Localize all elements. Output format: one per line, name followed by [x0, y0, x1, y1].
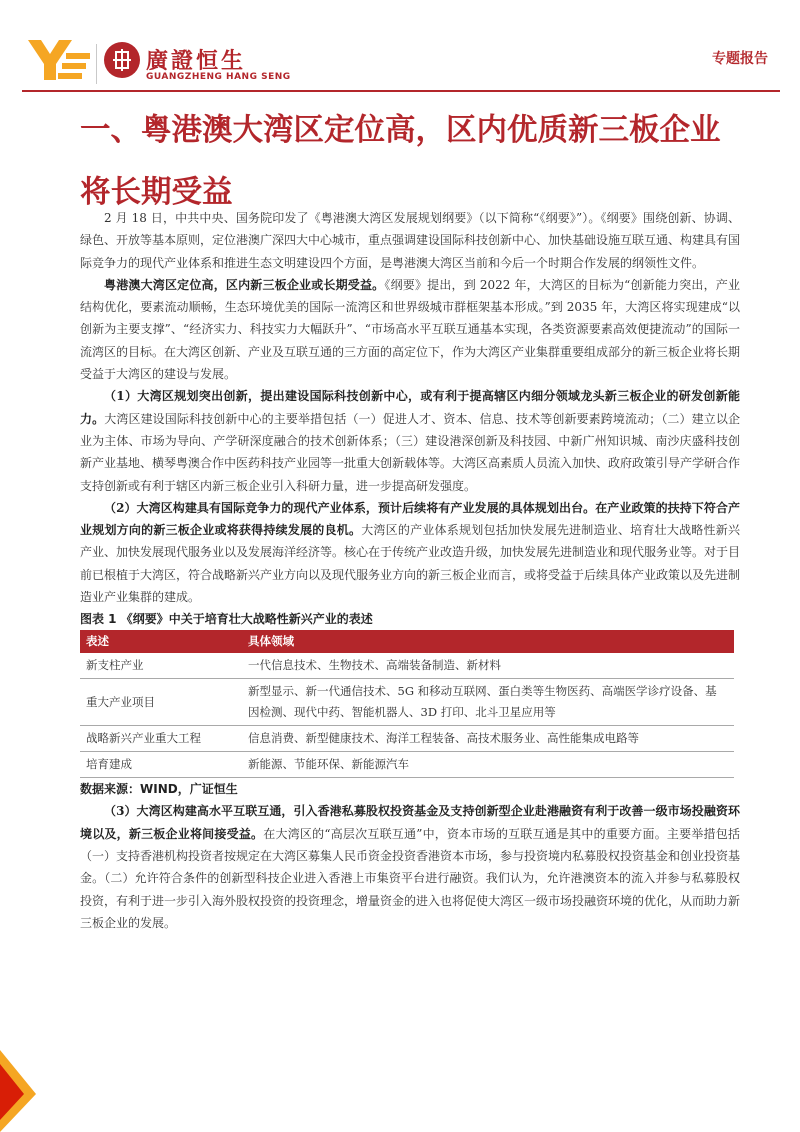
logo-divider [96, 44, 97, 84]
table-cell: 战略新兴产业重大工程 [80, 726, 242, 752]
table-cell: 新能源、节能环保、新能源汽车 [242, 752, 734, 778]
section-title: 一、粤港澳大湾区定位高，区内优质新三板企业将长期受益 [80, 113, 721, 210]
page-header [0, 0, 800, 96]
paragraph-body: 在大湾区的“高层次互联互通”中，资本市场的互联互通是其中的重要方面。主要举措包括（一）支持香港机构投资者按规定在大湾区募集人民币资金投资香港资本市场，参与投资境内私募股权投资基金和创业投资基金。（二）允许符合条件的创新型科技企业进入香港上市集资平台进行融资。我们认为，允许港澳资本的流入并参与私募股权投资，有利于进一步引入海外股权投资的投资理念，增量资金的进入也将促使大湾区一级市场投融资环境的优化，从而助力新三板企业的发展。 [80, 826, 741, 930]
brand-name-en: GUANGZHENG HANG SENG [146, 72, 291, 82]
paragraph-lead: （2）大湾区构建具有国际竞争力的现代产业体系，预计后续将有产业发展的具体规划出台。在产业政策的扶持下符合产业规划方向的新三板企业或将获得持续发展的良机。 [80, 500, 740, 538]
paragraph-industry [80, 497, 740, 608]
table-header-cell: 表述 [80, 630, 242, 653]
industry-table [80, 630, 734, 778]
paragraph-positioning [80, 274, 740, 385]
paragraph-innovation [80, 385, 740, 496]
table-row [80, 679, 734, 726]
header-divider [22, 90, 780, 92]
brand-seal-icon [104, 42, 140, 78]
table-cell: 重大产业项目 [80, 679, 242, 726]
table-row [80, 752, 734, 778]
table-header-cell: 具体领域 [242, 630, 734, 653]
data-source-note: 数据来源：WIND，广证恒生 [80, 782, 238, 797]
report-type-label: 专题报告 [712, 51, 768, 67]
table-cell: 信息消费、新型健康技术、海洋工程装备、高技术服务业、高性能集成电路等 [242, 726, 734, 752]
table-row [80, 726, 734, 752]
table-cell: 新支柱产业 [80, 653, 242, 679]
paragraph-intro: 2 月 18 日，中共中央、国务院印发了《粤港澳大湾区发展规划纲要》（以下简称“《纲要》”）。《纲要》围绕创新、协调、绿色、开放等基本原则，定位港澳广深四大中心城市，重点强调建设国际科技创新中心、加快基础设施互联互通、构建具有国际竞争力的现代产业体系和推进生态文明建设四个方面，是粤港澳大湾区当前和今后一个时期合作发展的纲领性文件。 [80, 211, 741, 270]
main-content [80, 207, 740, 934]
corner-decoration-icon [0, 1050, 36, 1132]
table-cell: 一代信息技术、生物技术、高端装备制造、新材料 [242, 653, 734, 679]
table-cell: 培育建成 [80, 752, 242, 778]
figure-title: 图表 1 《纲要》中关于培育壮大战略性新兴产业的表述 [80, 612, 373, 627]
table-header-row [80, 630, 734, 653]
paragraph-lead: （3）大湾区构建高水平互联互通，引入香港私募股权投资基金及支持创新型企业赴港融资有利于改善一级市场投融资环境以及，新三板企业将间接受益。 [80, 804, 740, 841]
table-cell: 新型显示、新一代通信技术、5G 和移动互联网、蛋白类等生物医药、高端医学诊疗设备、基因检测、现代中药、智能机器人、3D 打印、北斗卫星应用等 [242, 679, 734, 726]
brand-name-cn: 廣證恒生 [146, 49, 247, 74]
paragraph-body: 《纲要》提出，到 2022 年，大湾区的目标为“创新能力突出，产业结构优化，要素流动顺畅，生态环境优美的国际一流湾区和世界级城市群框架基本形成。”到 2035 年，大湾区将实现建成“以创新为主要支撑”、“经济实力、科技实力大幅跃升”、“市场高水平互联互通基本实现，各类资源要素高效便捷流动”的国际一流湾区的目标。在大湾区创新、产业及互联互通的三方面的高定位下，作为大湾区产业集群重要组成部分的新三板企业将长期受益于大湾区的建设与发展。 [80, 277, 741, 382]
paragraph-lead: 粤港澳大湾区定位高，区内新三板企业或长期受益。 [104, 277, 385, 292]
ye-logo-icon [28, 40, 90, 80]
paragraph-body: 大湾区的产业体系规划包括加快发展先进制造业、培育壮大战略性新兴产业、加快发展现代服务业以及发展海洋经济等。核心在于传统产业改造升级，加快发展先进制造业和现代服务业等。对于目前已根植于大湾区，符合战略新兴产业方向以及现代服务业方向的新三板企业而言，或将受益于后续具体产业政策以及先进制造业产业集群的建成。 [80, 523, 741, 605]
paragraph-connectivity [80, 800, 740, 934]
paragraph-lead: （1）大湾区规划突出创新，提出建设国际科技创新中心，或有利于提高辖区内细分领域龙头新三板企业的研发创新能力。 [80, 389, 740, 426]
table-row [80, 653, 734, 679]
paragraph-body: 大湾区建设国际科技创新中心的主要举措包括（一）促进人才、资本、信息、技术等创新要素跨境流动；（二）建立以企业为主体、市场为导向、产学研深度融合的技术创新体系；（三）建设港深创新及科技园、中新广州知识城、南沙庆盛科技创新产业基地、横琴粤澳合作中医药科技产业园等一批重大创新载体等。大湾区高素质人员流入加快、政府政策引导产学研合作支持创新或有利于辖区内新三板企业引入科研力量，进一步提高研发强度。 [80, 411, 741, 493]
